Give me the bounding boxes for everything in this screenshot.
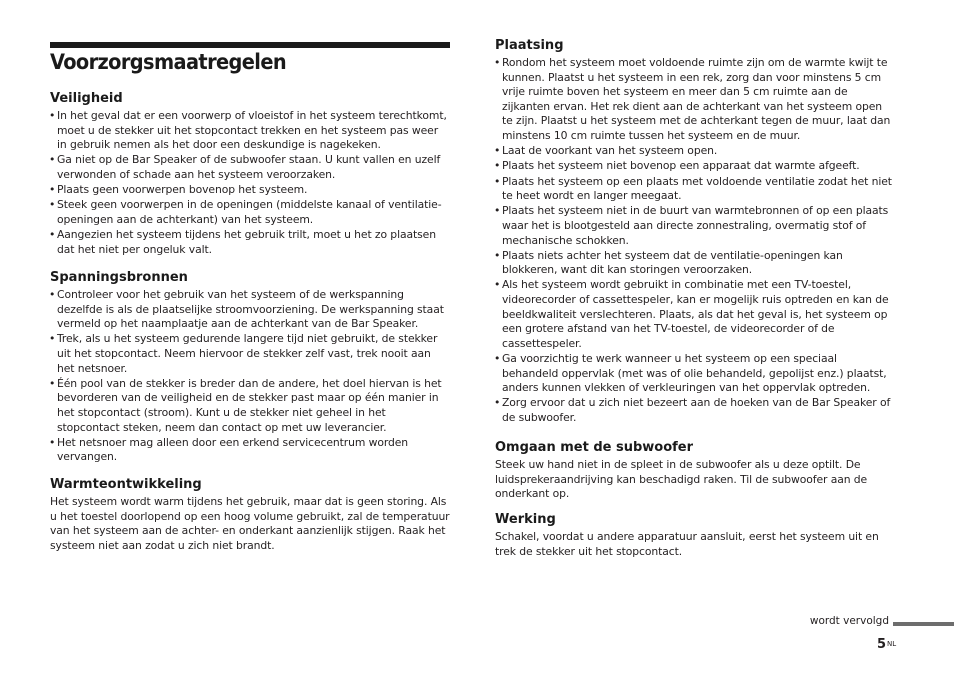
bullet-list	[495, 56, 895, 426]
section-warmteontwikkeling	[50, 477, 450, 553]
list-item: • Één pool van de stekker is breder dan de andere, het doel hiervan is het bevorderen van de veiligheid en de stekker past maar op één manier in het stopcontact (stroom). Kunt u de stekker niet geheel in het stopcontact steken, neem dan contact op met uw leverancier.	[50, 377, 450, 435]
section-text: Het systeem wordt warm tijdens het gebruik, maar dat is geen storing. Als u het toestel doorlopend op een hoog volume gebruikt, zal de temperatuur van het systeem aan de achter- en onderkant aanzienlijk stijgen. Raak het systeem niet aan zodat u zich niet brandt.	[50, 495, 450, 552]
list-item: • Laat de voorkant van het systeem open.	[495, 144, 895, 159]
section-heading: Plaatsing	[495, 38, 564, 53]
list-item: • Controleer voor het gebruik van het systeem of de werkspanning dezelfde is als de plaatselijke stroomvoorziening. De werkspanning staat vermeld op het naamplaatje aan de achterkant van de Bar Speaker.	[50, 288, 450, 332]
list-item: • Als het systeem wordt gebruikt in combinatie met een TV-toestel, videorecorder of cassettespeler, kan er mogelijk ruis optreden en kan de beeldkwaliteit verslechteren. Plaats, als dat het geval is, het systeem op een grotere afstand van het TV-toestel, de videorecorder of de cassettespeler.	[495, 278, 895, 351]
section-plaatsing	[495, 38, 895, 426]
list-item: • Ga niet op de Bar Speaker of de subwoofer staan. U kunt vallen en uzelf verwonden of schade aan het systeem veroorzaken.	[50, 153, 450, 182]
list-item: • Steek geen voorwerpen in de openingen (middelste kanaal of ventilatie-openingen aan de achterkant) van het systeem.	[50, 198, 450, 227]
section-text: Steek uw hand niet in de spleet in de subwoofer als u deze optilt. De luidsprekeraandrijving kan beschadigd raken. Til de subwoofer aan de onderkant op.	[495, 458, 868, 501]
list-item: • Aangezien het systeem tijdens het gebruik trilt, moet u het zo plaatsen dat het niet per ongeluk valt.	[50, 228, 450, 257]
section-spanningsbronnen	[50, 270, 450, 466]
page-number	[877, 637, 896, 652]
list-item: • Ga voorzichtig te werk wanneer u het systeem op een speciaal behandeld oppervlak (met was of olie behandeld, gepolijst enz.) plaatst, anders kunnen vlekken of verkleuringen van het oppervlak optreden.	[495, 352, 895, 396]
page-number-value: 5	[877, 637, 887, 652]
list-item: • Plaats het systeem niet bovenop een apparaat dat warmte afgeeft.	[495, 159, 895, 174]
section-heading: Veiligheid	[50, 91, 123, 106]
continued-label: wordt vervolgd	[809, 615, 889, 627]
list-item: • Rondom het systeem moet voldoende ruimte zijn om de warmte kwijt te kunnen. Plaatst u het systeem in een rek, zorg dan voor minstens 5 cm vrije ruimte boven het systeem en meer dan 5 cm ruimte aan de zijkanten ervan. Het rek dient aan de achterkant van het systeem open te zijn. Plaatst u het systeem met de achterkant tegen de muur, laat dan minstens 10 cm ruimte tussen het systeem en de muur.	[495, 56, 895, 144]
list-item: • Plaats niets achter het systeem dat de ventilatie-openingen kan blokkeren, want dit kan storingen veroorzaken.	[495, 249, 895, 278]
list-item: • In het geval dat er een voorwerp of vloeistof in het systeem terechtkomt, moet u de stekker uit het stopcontact trekken en het systeem pas weer in gebruik nemen als het door een deskundige is nagekeken.	[50, 109, 450, 153]
title-rule	[50, 42, 450, 48]
list-item: • Plaats het systeem op een plaats met voldoende ventilatie zodat het niet te heet wordt en langer meegaat.	[495, 175, 895, 204]
section-veiligheid	[50, 91, 450, 258]
list-item: • Trek, als u het systeem gedurende langere tijd niet gebruikt, de stekker uit het stopcontact. Neem hiervoor de stekker zelf vast, trek nooit aan het netsnoer.	[50, 332, 450, 376]
page-title: Voorzorgsmaatregelen	[50, 50, 287, 75]
page-language-suffix: NL	[887, 640, 897, 648]
bullet-list	[50, 109, 450, 257]
section-werking	[495, 512, 895, 559]
continued-bar	[893, 622, 954, 626]
list-item: • Plaats geen voorwerpen bovenop het systeem.	[50, 183, 450, 198]
section-heading: Warmteontwikkeling	[50, 477, 202, 492]
list-item: • Zorg ervoor dat u zich niet bezeert aan de hoeken van de Bar Speaker of de subwoofer.	[495, 396, 895, 425]
section-heading: Werking	[495, 512, 556, 527]
section-subwoofer	[495, 440, 895, 502]
section-heading: Omgaan met de subwoofer	[495, 440, 694, 455]
section-heading: Spanningsbronnen	[50, 270, 188, 285]
list-item: • Het netsnoer mag alleen door een erkend servicecentrum worden vervangen.	[50, 436, 450, 465]
list-item: • Plaats het systeem niet in de buurt van warmtebronnen of op een plaats waar het is blootgesteld aan directe zonnestraling, overmatig stof of mechanische schokken.	[495, 204, 895, 248]
section-text: Schakel, voordat u andere apparatuur aansluit, eerst het systeem uit en trek de stekker uit het stopcontact.	[495, 530, 879, 558]
bullet-list	[50, 288, 450, 465]
continued-indicator	[754, 614, 954, 634]
